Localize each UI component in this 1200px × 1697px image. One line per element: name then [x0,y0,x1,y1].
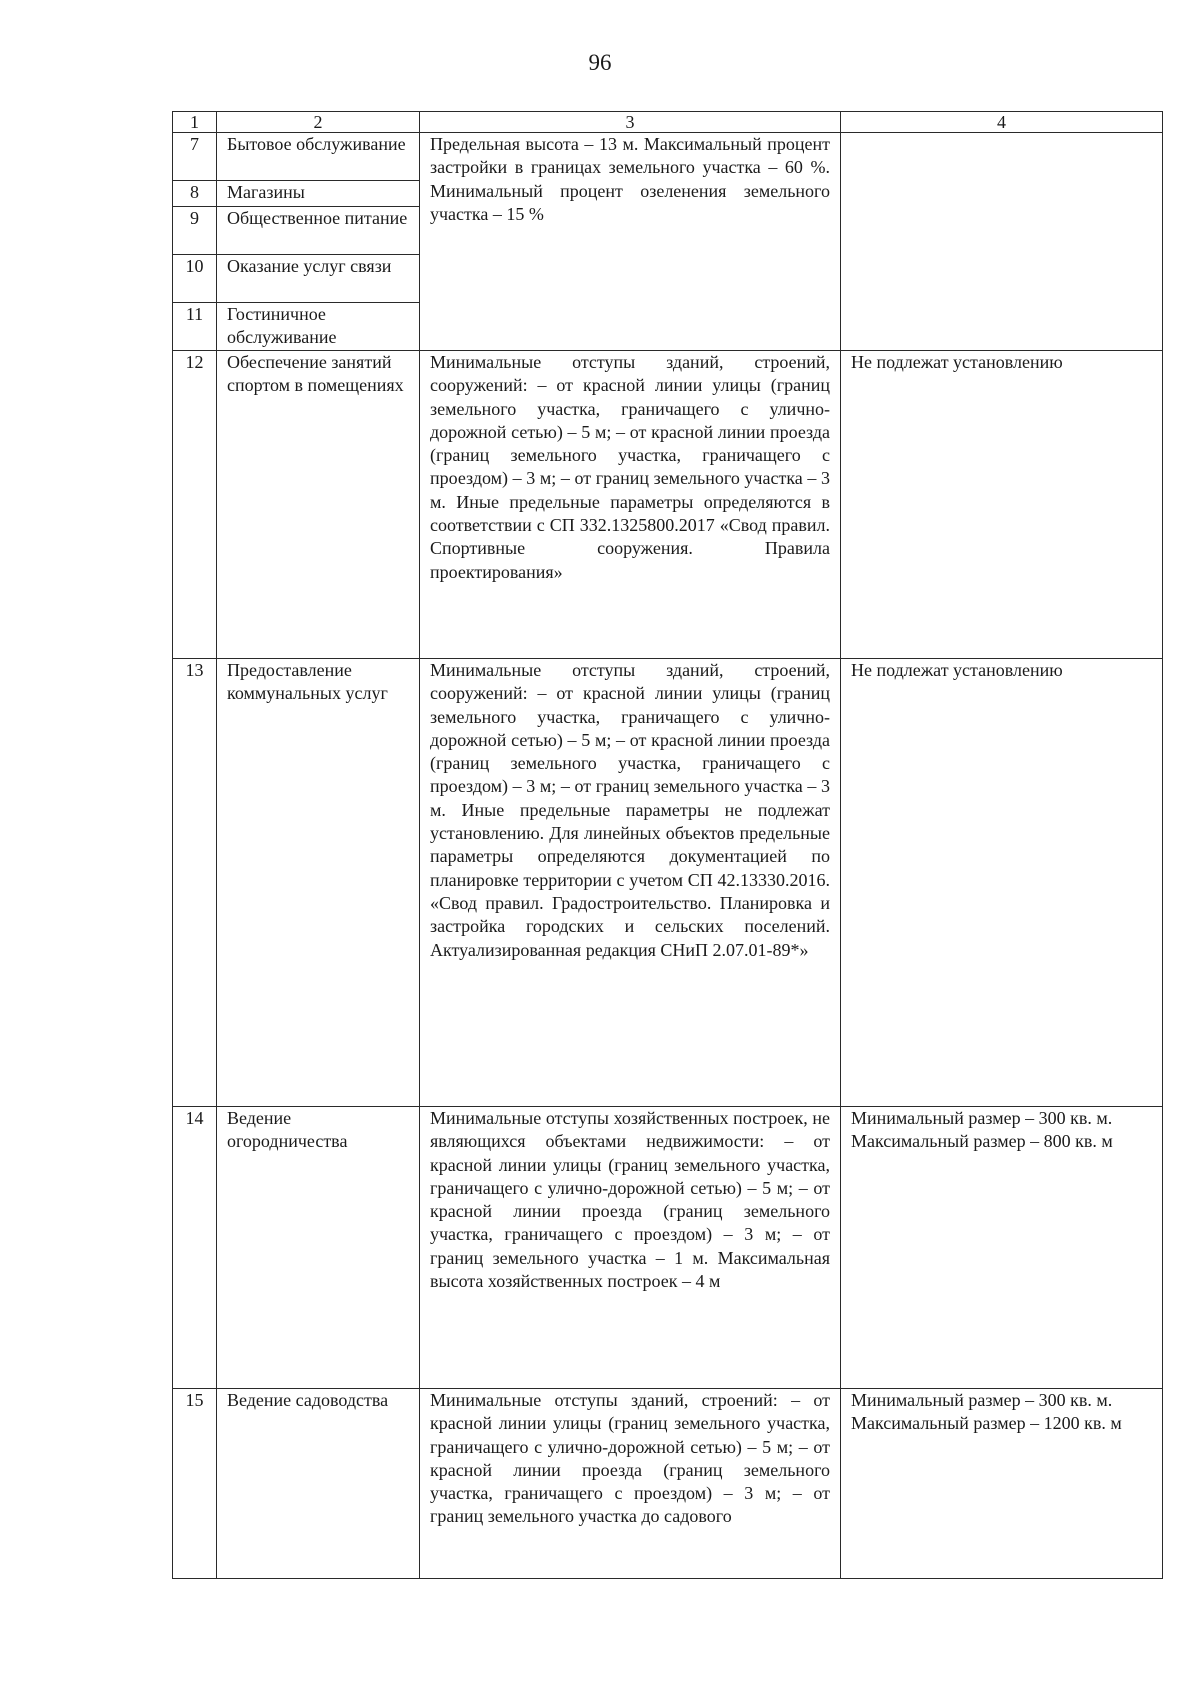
group-size-cell [841,133,1163,351]
use-type: Оказание услуг связи [217,255,420,303]
use-type: Ведение садоводства [217,1389,420,1579]
table-row [173,133,1163,181]
use-type: Предоставление коммунальных услуг [217,659,420,1107]
column-header: 2 [217,112,420,133]
column-header: 3 [420,112,841,133]
use-type: Общественное питание [217,207,420,255]
row-number: 8 [173,181,217,207]
row-number: 13 [173,659,217,1107]
table-header-row [173,112,1163,133]
params-cell: Минимальные отступы зданий, строений: – от красной линии улицы (границ земельного участка, граничащего с улично-дорожной сетью) – 5 м; – от красной линии проезда (границ земельного участка, граничащего с проездом) – 3 м; – от границ земельного участка до садового [420,1389,841,1579]
column-header: 1 [173,112,217,133]
table-row [173,1107,1163,1389]
use-type: Гостиничное обслуживание [217,303,420,351]
table-row [173,351,1163,659]
size-cell: Минимальный размер – 300 кв. м. Максимальный размер – 1200 кв. м [841,1389,1163,1579]
params-cell: Минимальные отступы зданий, строений, сооружений: – от красной линии улицы (границ земельного участка, граничащего с улично-дорожной сетью) – 5 м; – от красной линии проезда (границ земельного участка, граничащего с проездом) – 3 м; – от границ земельного участка – 3 м. Иные предельные параметры определяются в соответствии с СП 332.1325800.2017 «Свод правил. Спортивные сооружения. Правила проектирования» [420,351,841,659]
row-number: 10 [173,255,217,303]
row-number: 9 [173,207,217,255]
use-type: Обеспечение занятий спортом в помещениях [217,351,420,659]
row-number: 11 [173,303,217,351]
use-type: Ведение огородничества [217,1107,420,1389]
row-number: 7 [173,133,217,181]
row-number: 15 [173,1389,217,1579]
use-type: Магазины [217,181,420,207]
column-header: 4 [841,112,1163,133]
size-cell: Минимальный размер – 300 кв. м. Максимальный размер – 800 кв. м [841,1107,1163,1389]
row-number: 14 [173,1107,217,1389]
group-params: Предельная высота – 13 м. Максимальный процент застройки в границах земельного участка – 60 %. Минимальный процент озеленения земельного участка – 15 % [420,133,841,351]
use-type: Бытовое обслуживание [217,133,420,181]
row-number: 12 [173,351,217,659]
regulations-table [172,111,1163,1579]
size-cell: Не подлежат установлению [841,659,1163,1107]
table-row [173,659,1163,1107]
size-cell: Не подлежат установлению [841,351,1163,659]
params-cell: Минимальные отступы хозяйственных построек, не являющихся объектами недвижимости: – от красной линии улицы (границ земельного участка, граничащего с улично-дорожной сетью) – 5 м; – от красной линии проезда (границ земельного участка, граничащего с проездом) – 3 м; – от границ земельного участка – 1 м. Максимальная высота хозяйственных построек – 4 м [420,1107,841,1389]
page-number: 96 [588,50,612,75]
params-cell: Минимальные отступы зданий, строений, сооружений: – от красной линии улицы (границ земельного участка, граничащего с улично-дорожной сетью) – 5 м; – от красной линии проезда (границ земельного участка, граничащего с проездом) – 3 м; – от границ земельного участка – 3 м. Иные предельные параметры не подлежат установлению. Для линейных объектов предельные параметры определяются документацией по планировке территории с учетом СП 42.13330.2016. «Свод правил. Градостроительство. Планировка и застройка городских и сельских поселений. Актуализированная редакция СНиП 2.07.01-89*» [420,659,841,1107]
table-row [173,1389,1163,1579]
